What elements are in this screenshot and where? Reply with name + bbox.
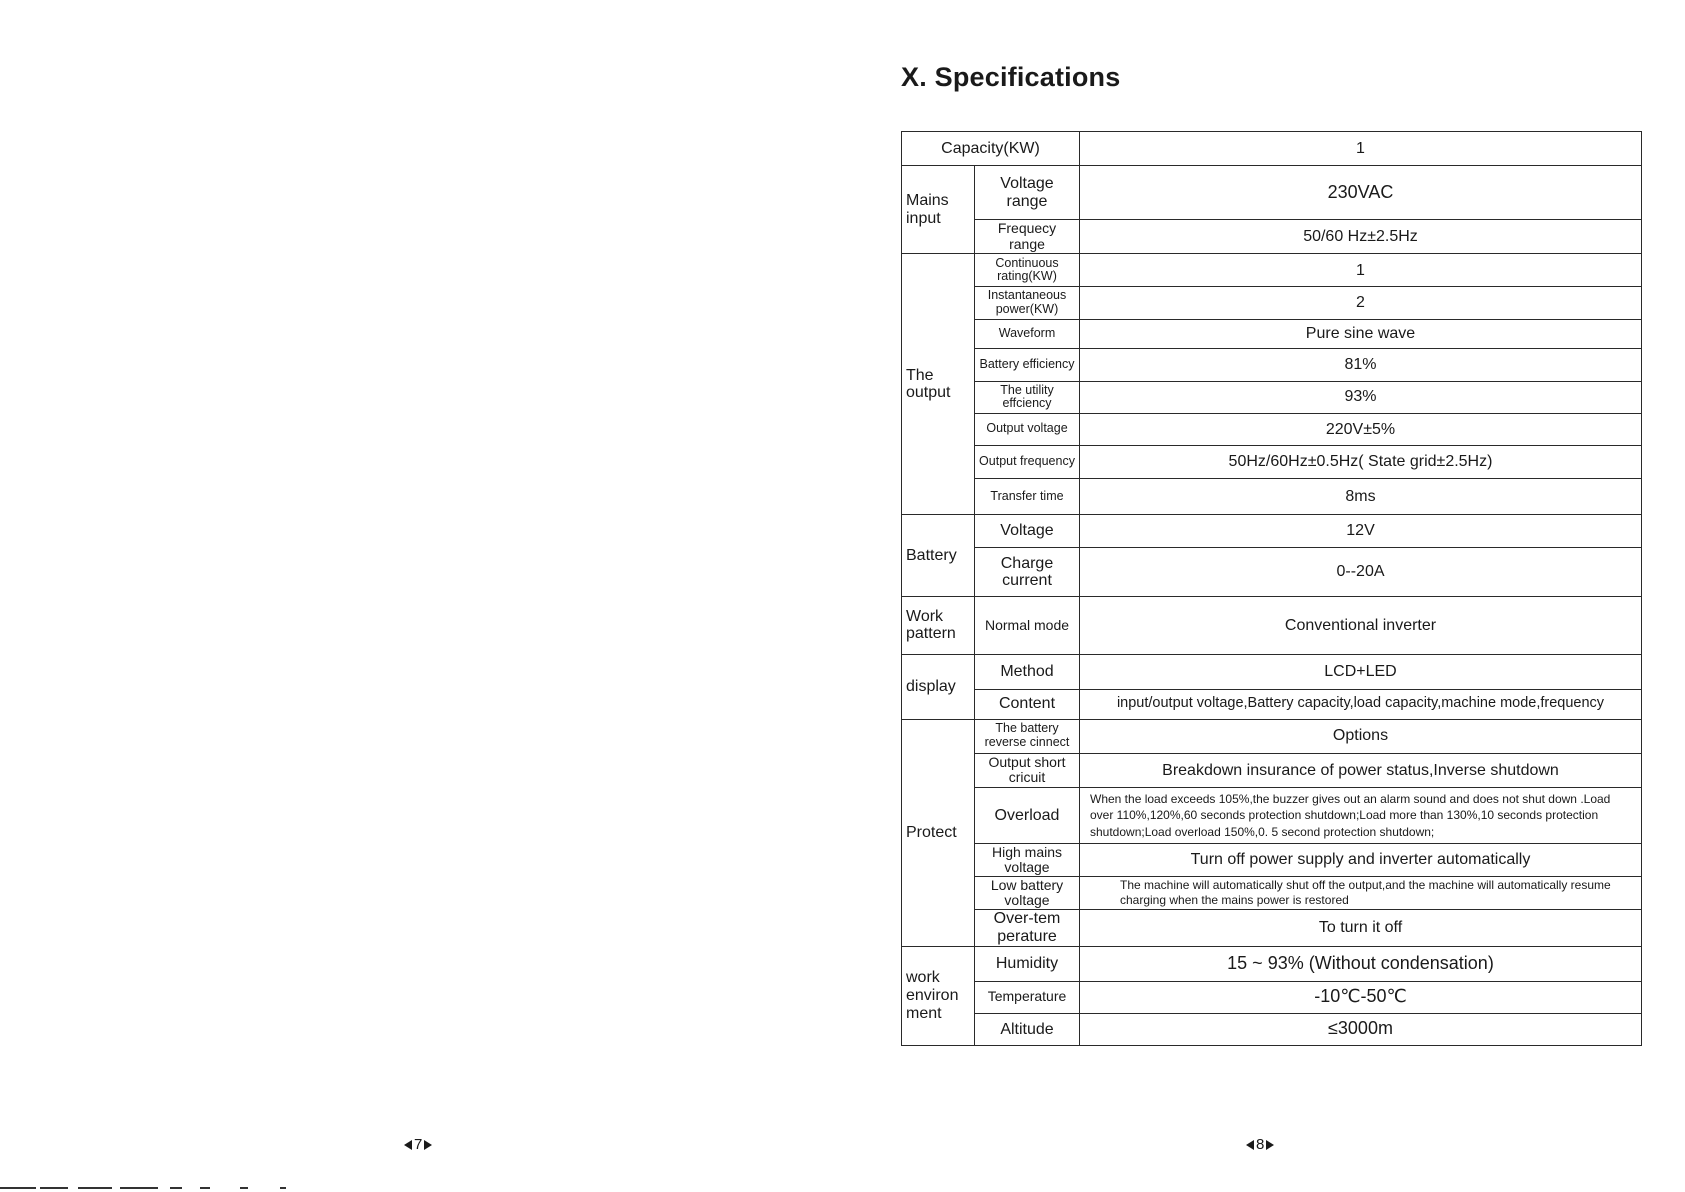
page-number-left <box>404 1136 432 1153</box>
output-frequency-label: Output frequency <box>975 445 1080 478</box>
table-row <box>902 981 1642 1013</box>
reverse-connect-label: The battery reverse cinnect <box>975 719 1080 753</box>
output-voltage-label: Output voltage <box>975 413 1080 445</box>
waveform-label: Waveform <box>975 319 1080 348</box>
low-battery-voltage-label: Low battery voltage <box>975 877 1080 910</box>
instantaneous-power-value: 2 <box>1080 287 1642 319</box>
output-voltage-value: 220V±5% <box>1080 413 1642 445</box>
short-circuit-value: Breakdown insurance of power status,Inverse shutdown <box>1080 753 1642 787</box>
table-row <box>902 877 1642 910</box>
low-battery-voltage-value: The machine will automatically shut off the output,and the machine will automatically resume charging when the mains power is restored <box>1080 877 1642 910</box>
waveform-value: Pure sine wave <box>1080 319 1642 348</box>
temperature-label: Temperature <box>975 981 1080 1013</box>
battery-voltage-label: Voltage <box>975 515 1080 548</box>
battery-efficiency-label: Battery efficiency <box>975 348 1080 381</box>
instantaneous-power-label: Instantaneous power(KW) <box>975 287 1080 319</box>
capacity-value: 1 <box>1080 132 1642 166</box>
frequency-range-label: Frequecy range <box>975 220 1080 254</box>
voltage-range-value: 230VAC <box>1080 166 1642 220</box>
battery-voltage-value: 12V <box>1080 515 1642 548</box>
table-row <box>902 1013 1642 1045</box>
over-temperature-value: To turn it off <box>1080 910 1642 946</box>
humidity-value: 15 ~ 93% (Without condensation) <box>1080 946 1642 981</box>
scan-artifact <box>0 1187 300 1190</box>
display-method-value: LCD+LED <box>1080 654 1642 689</box>
over-temperature-label: Over-tem perature <box>975 910 1080 946</box>
table-row <box>902 946 1642 981</box>
utility-efficiency-label: The utility effciency <box>975 381 1080 413</box>
group-the-output: The output <box>902 254 975 515</box>
group-display: display <box>902 654 975 719</box>
table-row <box>902 478 1642 514</box>
table-row <box>902 413 1642 445</box>
group-battery: Battery <box>902 515 975 597</box>
specifications-table <box>901 131 1642 1046</box>
triangle-right-icon <box>424 1140 432 1150</box>
table-row <box>902 689 1642 719</box>
page-title: X. Specifications <box>901 62 1121 92</box>
triangle-left-icon <box>1246 1140 1254 1150</box>
table-row <box>902 548 1642 597</box>
display-method-label: Method <box>975 654 1080 689</box>
table-row <box>902 753 1642 787</box>
group-mains-input: Mains input <box>902 166 975 254</box>
utility-efficiency-value: 93% <box>1080 381 1642 413</box>
table-row <box>902 287 1642 319</box>
high-mains-voltage-label: High mains voltage <box>975 844 1080 877</box>
overload-value: When the load exceeds 105%,the buzzer gives out an alarm sound and does not shut down .Load over 110%,120%,60 seconds protection shutdown;Load more than 130%,10 seconds protection shutdown;Load overload 150%,0. 5 second protection shutdown; <box>1080 787 1642 843</box>
battery-efficiency-value: 81% <box>1080 348 1642 381</box>
table-row <box>902 348 1642 381</box>
altitude-value: ≤3000m <box>1080 1013 1642 1045</box>
table-row <box>902 166 1642 220</box>
altitude-label: Altitude <box>975 1013 1080 1045</box>
capacity-label: Capacity(KW) <box>902 132 1080 166</box>
continuous-rating-value: 1 <box>1080 254 1642 287</box>
humidity-label: Humidity <box>975 946 1080 981</box>
table-row <box>902 654 1642 689</box>
high-mains-voltage-value: Turn off power supply and inverter automatically <box>1080 844 1642 877</box>
display-content-value: input/output voltage,Battery capacity,load capacity,machine mode,frequency <box>1080 689 1642 719</box>
table-row <box>902 910 1642 946</box>
table-row <box>902 381 1642 413</box>
temperature-value: -10℃-50℃ <box>1080 981 1642 1013</box>
triangle-left-icon <box>404 1140 412 1150</box>
page-number-left-text: 7 <box>414 1136 423 1153</box>
voltage-range-label: Voltage range <box>975 166 1080 220</box>
group-work-pattern: Work pattern <box>902 597 975 654</box>
overload-label: Overload <box>975 787 1080 843</box>
group-work-environment: work environ ment <box>902 946 975 1045</box>
table-row <box>902 597 1642 654</box>
output-frequency-value: 50Hz/60Hz±0.5Hz( State grid±2.5Hz) <box>1080 445 1642 478</box>
reverse-connect-value: Options <box>1080 719 1642 753</box>
table-row <box>902 844 1642 877</box>
table-row <box>902 787 1642 843</box>
group-protect: Protect <box>902 719 975 946</box>
table-row <box>902 445 1642 478</box>
table-row <box>902 719 1642 753</box>
charge-current-label: Charge current <box>975 548 1080 597</box>
normal-mode-value: Conventional inverter <box>1080 597 1642 654</box>
transfer-time-label: Transfer time <box>975 478 1080 514</box>
charge-current-value: 0--20A <box>1080 548 1642 597</box>
table-row <box>902 132 1642 166</box>
transfer-time-value: 8ms <box>1080 478 1642 514</box>
page-number-right <box>1246 1136 1274 1153</box>
table-row <box>902 254 1642 287</box>
short-circuit-label: Output short cricuit <box>975 753 1080 787</box>
display-content-label: Content <box>975 689 1080 719</box>
table-row <box>902 515 1642 548</box>
frequency-range-value: 50/60 Hz±2.5Hz <box>1080 220 1642 254</box>
page-number-right-text: 8 <box>1256 1136 1265 1153</box>
triangle-right-icon <box>1266 1140 1274 1150</box>
table-row <box>902 319 1642 348</box>
continuous-rating-label: Continuous rating(KW) <box>975 254 1080 287</box>
table-row <box>902 220 1642 254</box>
normal-mode-label: Normal mode <box>975 597 1080 654</box>
